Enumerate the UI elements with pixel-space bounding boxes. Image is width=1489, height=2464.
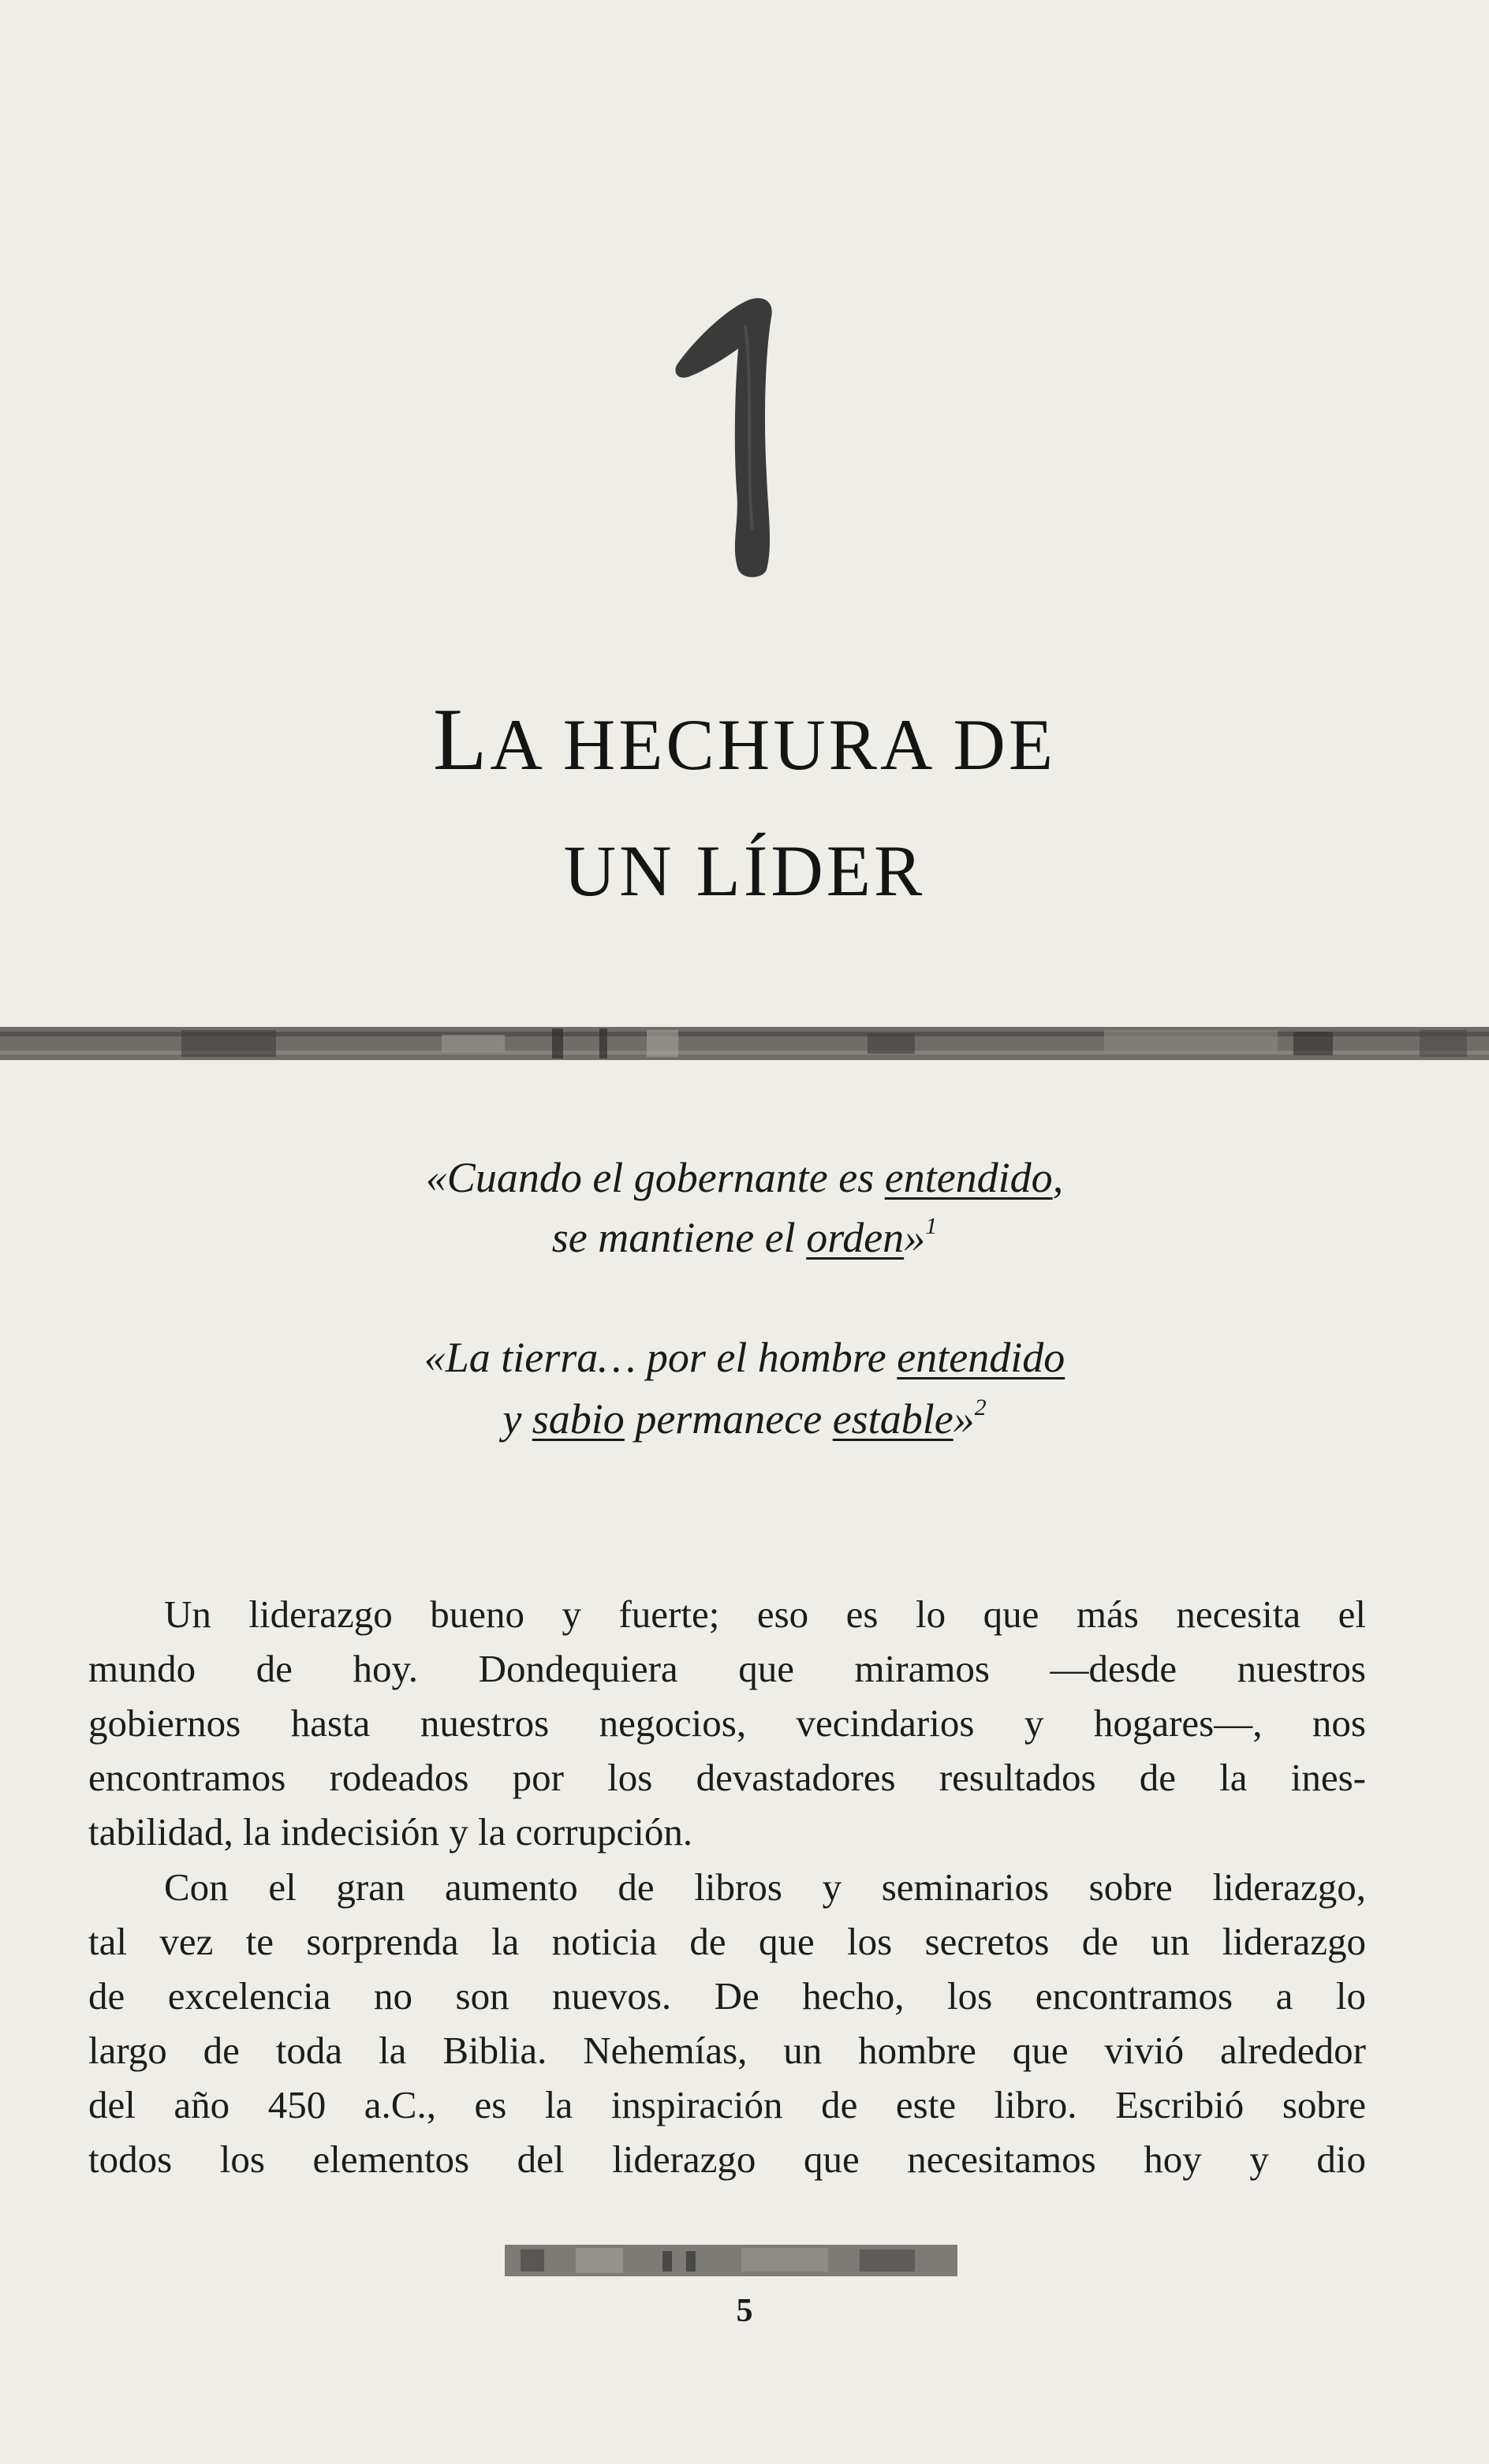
- epigraph-2-text-a: «La tierra… por el hombre: [424, 1334, 898, 1381]
- epigraph-1-underlined-word-2: orden: [806, 1214, 905, 1261]
- footnote-marker-1: 1: [925, 1213, 938, 1239]
- body-line: Un liderazgo bueno y fuerte; eso es lo que más necesita el: [164, 1592, 1366, 1636]
- epigraph-2-underlined-word: entendido: [897, 1334, 1065, 1381]
- epigraph-2-text-d: »: [953, 1395, 975, 1443]
- title-initial: L: [432, 691, 491, 789]
- body-line: Con el gran aumento de libros y seminarios sobre liderazgo,: [164, 1865, 1366, 1909]
- title-line-2-text: UN LÍDER: [563, 831, 926, 911]
- epigraph-1-line-1: [0, 1156, 1489, 1199]
- chapter-title-line-1: [0, 691, 1489, 789]
- epigraph-2-line-1: [0, 1336, 1489, 1379]
- body-line: largo de toda la Biblia. Nehemías, un hombre que vivió alrededor: [88, 2029, 1366, 2072]
- body-line: todos los elementos del liderazgo que necesitamos hoy y dio: [88, 2137, 1366, 2181]
- body-line: gobiernos hasta nuestros negocios, vecindarios y hogares—, nos: [88, 1701, 1366, 1745]
- body-line: del año 450 a.C., es la inspiración de este libro. Escribió sobre: [88, 2083, 1366, 2126]
- textured-divider-band: [0, 1027, 1489, 1060]
- body-paragraph-2: [88, 1860, 1366, 2186]
- body-line: mundo de hoy. Dondequiera que miramos —desde nuestros: [88, 1647, 1366, 1690]
- epigraph-1-underlined-word: entendido: [884, 1154, 1053, 1201]
- body-line: de excelencia no son nuevos. De hecho, los encontramos a lo: [88, 1974, 1366, 2018]
- epigraph-2-line-2: [0, 1394, 1489, 1443]
- body-line: encontramos rodeados por los devastadores resultados de la ines-: [88, 1756, 1366, 1799]
- epigraph-1-text-a: «Cuando el gobernante es: [425, 1154, 885, 1201]
- chapter-title-line-2: [0, 831, 1489, 911]
- epigraph-1-line-2: [0, 1213, 1489, 1261]
- footer-textured-bar: [505, 2245, 957, 2276]
- brush-stroke-number-1-icon: [670, 293, 797, 581]
- epigraph-1-text-b: ,: [1052, 1154, 1064, 1201]
- epigraph-2-underlined-word-3: estable: [832, 1395, 953, 1443]
- footnote-marker-2: 2: [974, 1394, 987, 1421]
- body-line: tabilidad, la indecisión y la corrupción.: [88, 1810, 693, 1854]
- epigraph-2-text-b: y: [502, 1395, 532, 1443]
- epigraph-1-text-d: »: [904, 1214, 926, 1261]
- body-line: tal vez te sorprenda la noticia de que los secretos de un liderazgo: [88, 1920, 1366, 1963]
- body-paragraph-1: [88, 1587, 1366, 1859]
- epigraph-2-text-c: permanece: [624, 1395, 833, 1443]
- epigraph-1-text-c: se mantiene el: [551, 1214, 807, 1261]
- epigraph-2-underlined-word-2: sabio: [532, 1395, 625, 1443]
- page-number: 5: [736, 2293, 753, 2329]
- title-rest: A HECHURA DE: [490, 704, 1057, 785]
